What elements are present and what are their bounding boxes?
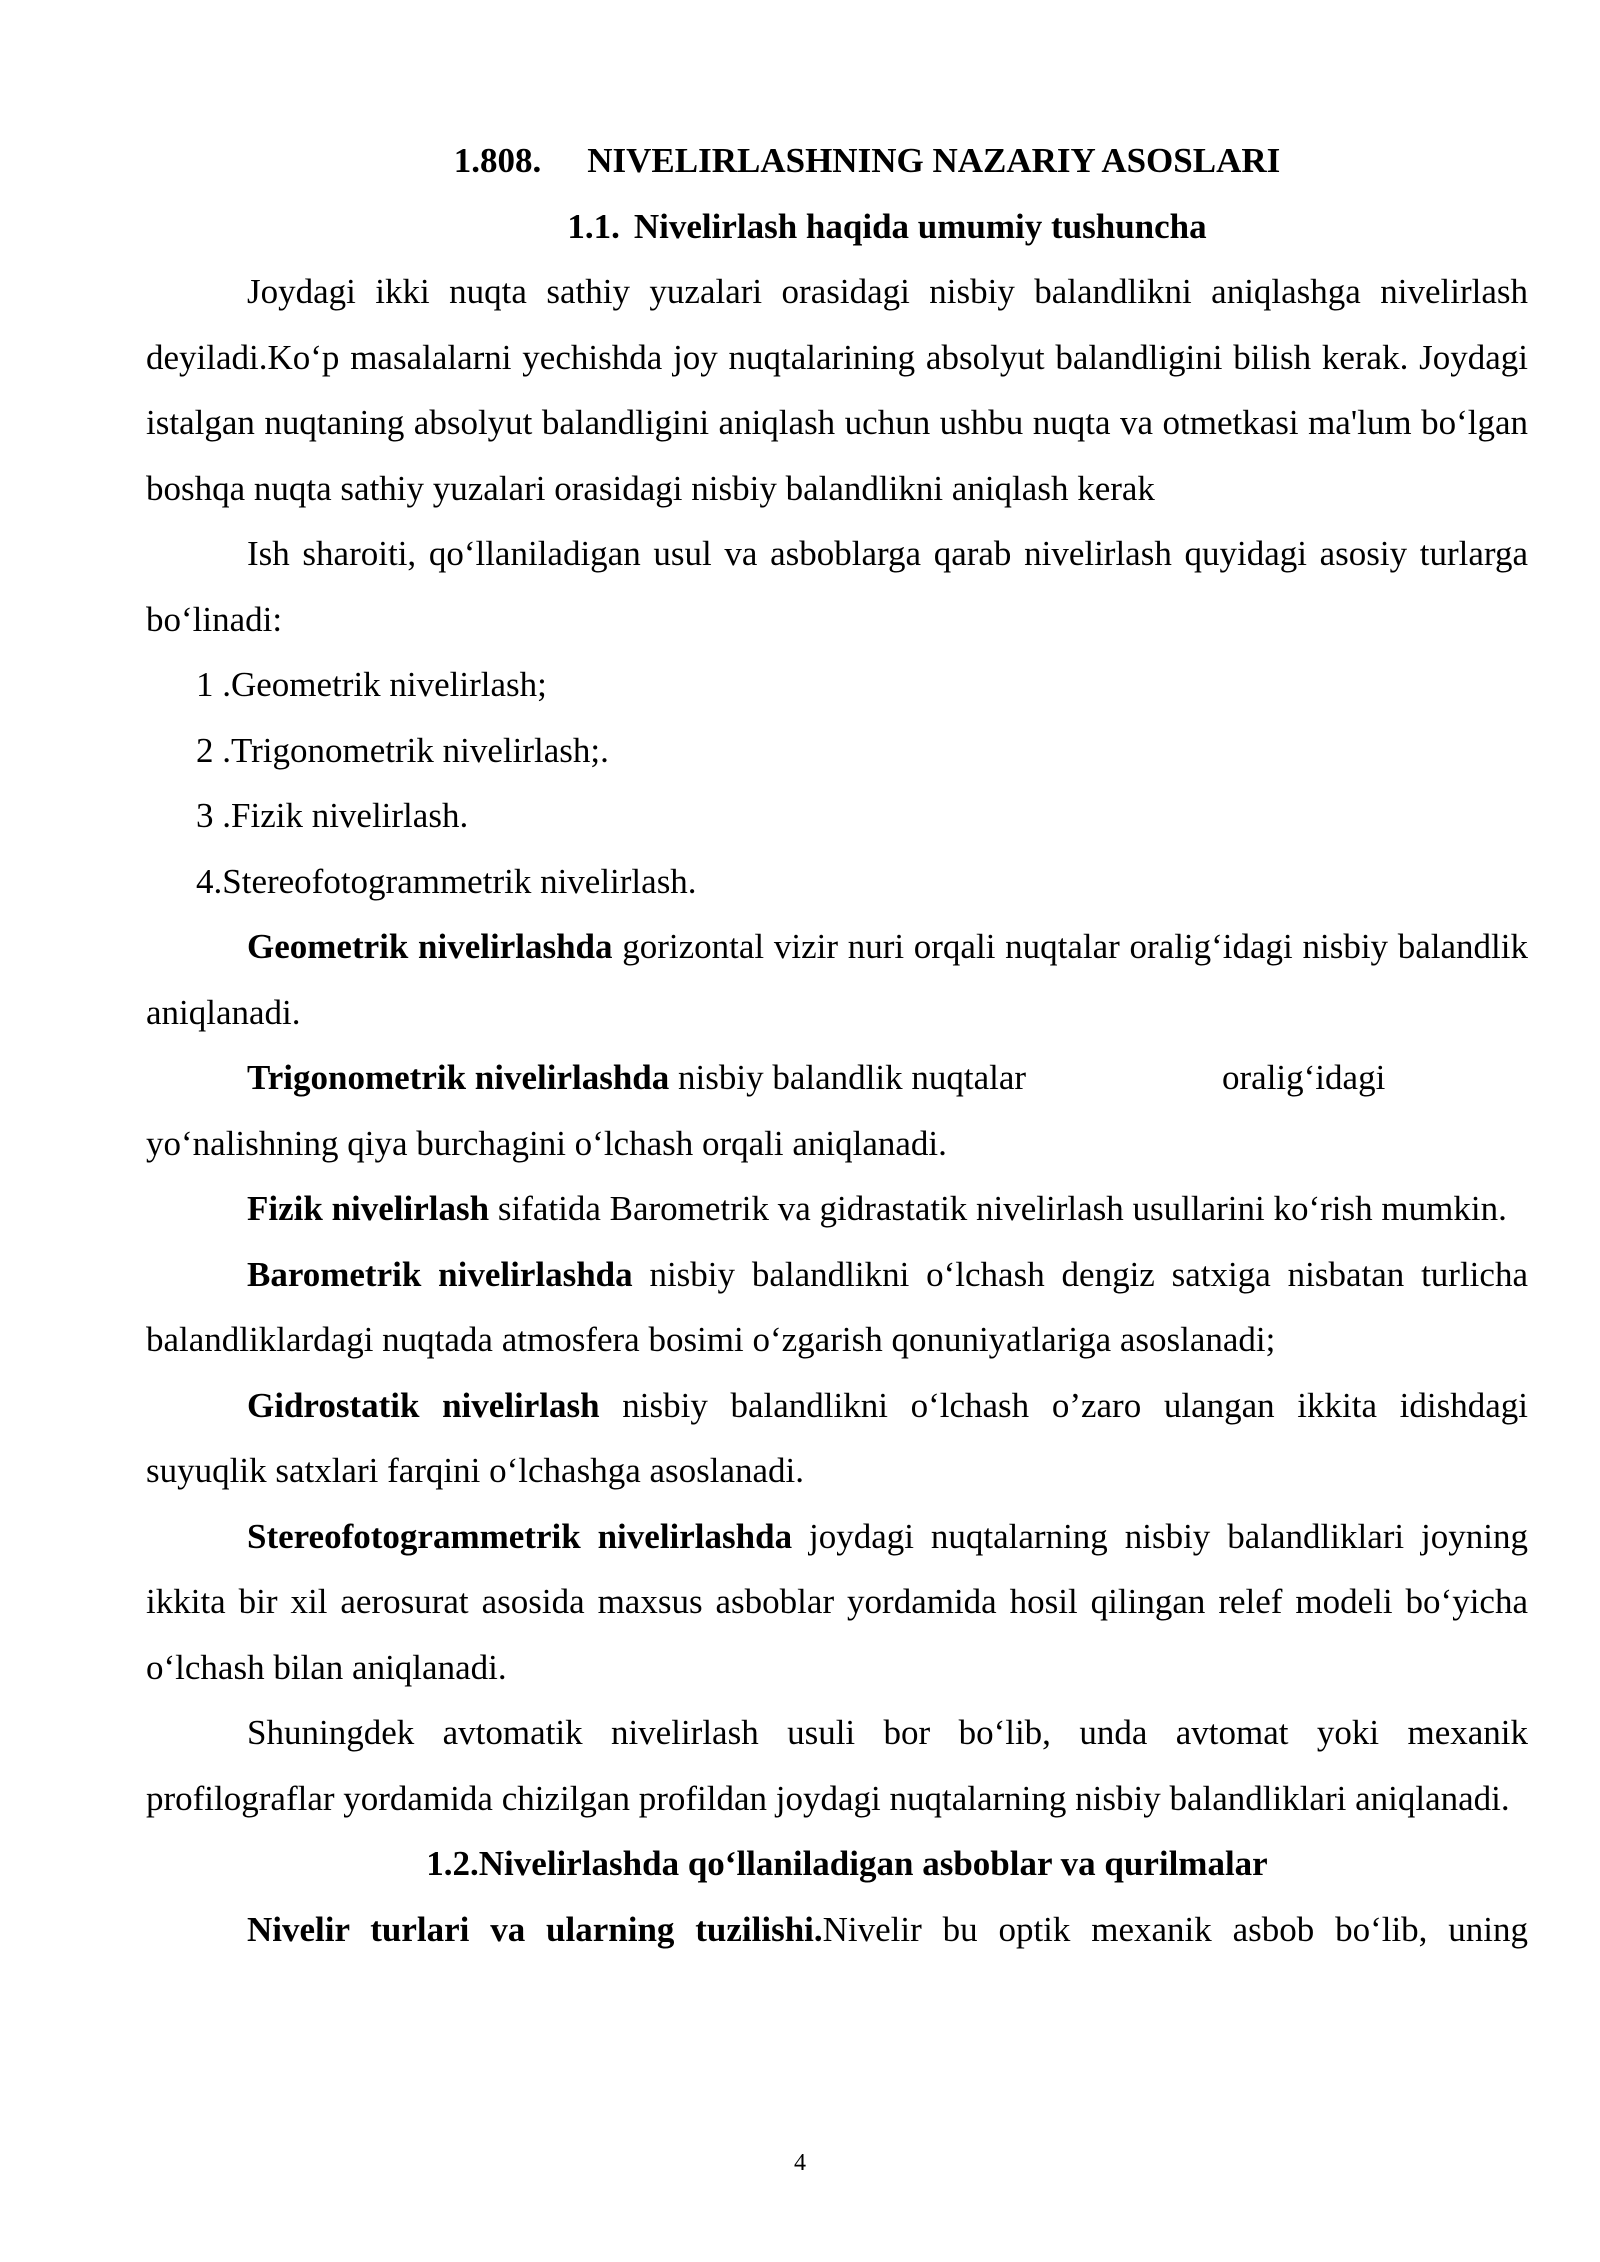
section-title: Nivelirlash haqida umumiy tushuncha (633, 206, 1207, 246)
chapter-number: 1.808. (453, 141, 542, 180)
section-number: 1.1. (567, 206, 620, 246)
paragraph-types-intro: Ish sharoiti, qo‘llaniladigan usul va asboblarga qarab nivelirlash quyidagi asosiy turlarga bo‘linadi: (146, 534, 1528, 639)
paragraph-avtomatik: Shuningdek avtomatik nivelirlash usuli bor bo‘lib, unda avtomat yoki mexanik profilograflar yordamida chizilgan profildan joydagi nuqtalarning nisbiy balandliklari aniqlanadi. (146, 1713, 1528, 1818)
paragraph-definition: Joydagi ikki nuqta sathiy yuzalari orasidagi nisbiy balandlikni aniqlashga nivelirlash deyiladi.Ko‘p masalalarni yechishda joy nuqtalarining absolyut balandligini bilish kerak. Joydagi istalgan nuqtaning absolyut balandligini aniqlash uchun ushbu nuqta va otmetkasi ma'lum bo‘lgan boshqa nuqta sathiy yuzalari orasidagi nisbiy balandlikni aniqlash kerak (146, 272, 1528, 508)
list-item: 2 .Trigonometrik nivelirlash;. (196, 730, 609, 770)
paragraph-nivelir (146, 1897, 1528, 1963)
text-geometrik: gorizontal vizir nuri orqali nuqtalar oralig‘idagi nisbiy balandlik aniqlanadi. (146, 927, 1529, 1032)
document-page (146, 128, 1528, 1962)
text-barometrik: nisbiy balandlikni o‘lchash dengiz satxiga nisbatan turlicha balandliklardagi nuqtada atmosfera bosimi o‘zgarish qonuniyatlariga asoslanadi; (146, 1254, 1528, 1359)
term-nivelir: Nivelir turlari va ularning tuzilishi. (247, 1909, 823, 1949)
text-fizik: sifatida Barometrik va gidrastatik nivelirlash usullarini ko‘rish mumkin. (489, 1189, 1507, 1228)
text-nivelir: Nivelir bu optik mexanik asbob bo‘lib, uning (822, 1909, 1528, 1949)
text-stereofotogrammetrik: joydagi nuqtalarning nisbiy balandliklari joyning ikkita bir xil aerosurat asosida maxsus asboblar yordamida hosil qilingan relef modeli bo‘yicha o‘lchash bilan aniqlanadi. (146, 1516, 1528, 1687)
paragraph-geometrik (146, 914, 1528, 1045)
text-trigonometrik-a: nisbiy balandlik nuqtalar (669, 1058, 1027, 1097)
list-item: 4.Stereofotogrammetrik nivelirlash. (196, 861, 697, 901)
levelling-types-list (146, 652, 1528, 914)
chapter-heading (146, 128, 1528, 194)
section-heading-1-1 (146, 194, 1528, 260)
list-item: 3 .Fizik nivelirlash. (196, 796, 469, 835)
term-stereofotogrammetrik: Stereofotogrammetrik nivelirlashda (247, 1516, 793, 1556)
term-fizik: Fizik nivelirlash (247, 1189, 490, 1228)
section-heading-1-2: 1.2.Nivelirlashda qo‘llaniladigan asboblar va qurilmalar (426, 1844, 1268, 1883)
list-item: 1 .Geometrik nivelirlash; (196, 665, 547, 704)
term-geometrik: Geometrik nivelirlashda (247, 927, 613, 966)
text-gidrostatik: nisbiy balandlikni o‘lchash o’zaro ulangan ikkita idishdagi suyuqlik satxlari farqini o‘lchashga asoslanadi. (146, 1385, 1528, 1490)
paragraph-fizik (146, 1176, 1528, 1242)
paragraph-barometrik (146, 1242, 1528, 1373)
term-trigonometrik: Trigonometrik nivelirlashda (247, 1058, 670, 1097)
text-trigonometrik-c: yo‘nalishning qiya burchagini o‘lchash orqali aniqlanadi. (146, 1123, 947, 1163)
paragraph-trigonometrik (146, 1045, 1528, 1176)
paragraph-gidrostatik (146, 1373, 1528, 1504)
paragraph-stereofotogrammetrik (146, 1504, 1528, 1701)
term-gidrostatik: Gidrostatik nivelirlash (247, 1385, 600, 1425)
term-barometrik: Barometrik nivelirlashda (247, 1254, 633, 1294)
text-trigonometrik-b: oralig‘idagi (1222, 1058, 1386, 1097)
page-number: 4 (794, 2150, 806, 2176)
chapter-title: NIVELIRLASHNING NAZARIY ASOSLARI (587, 141, 1281, 180)
